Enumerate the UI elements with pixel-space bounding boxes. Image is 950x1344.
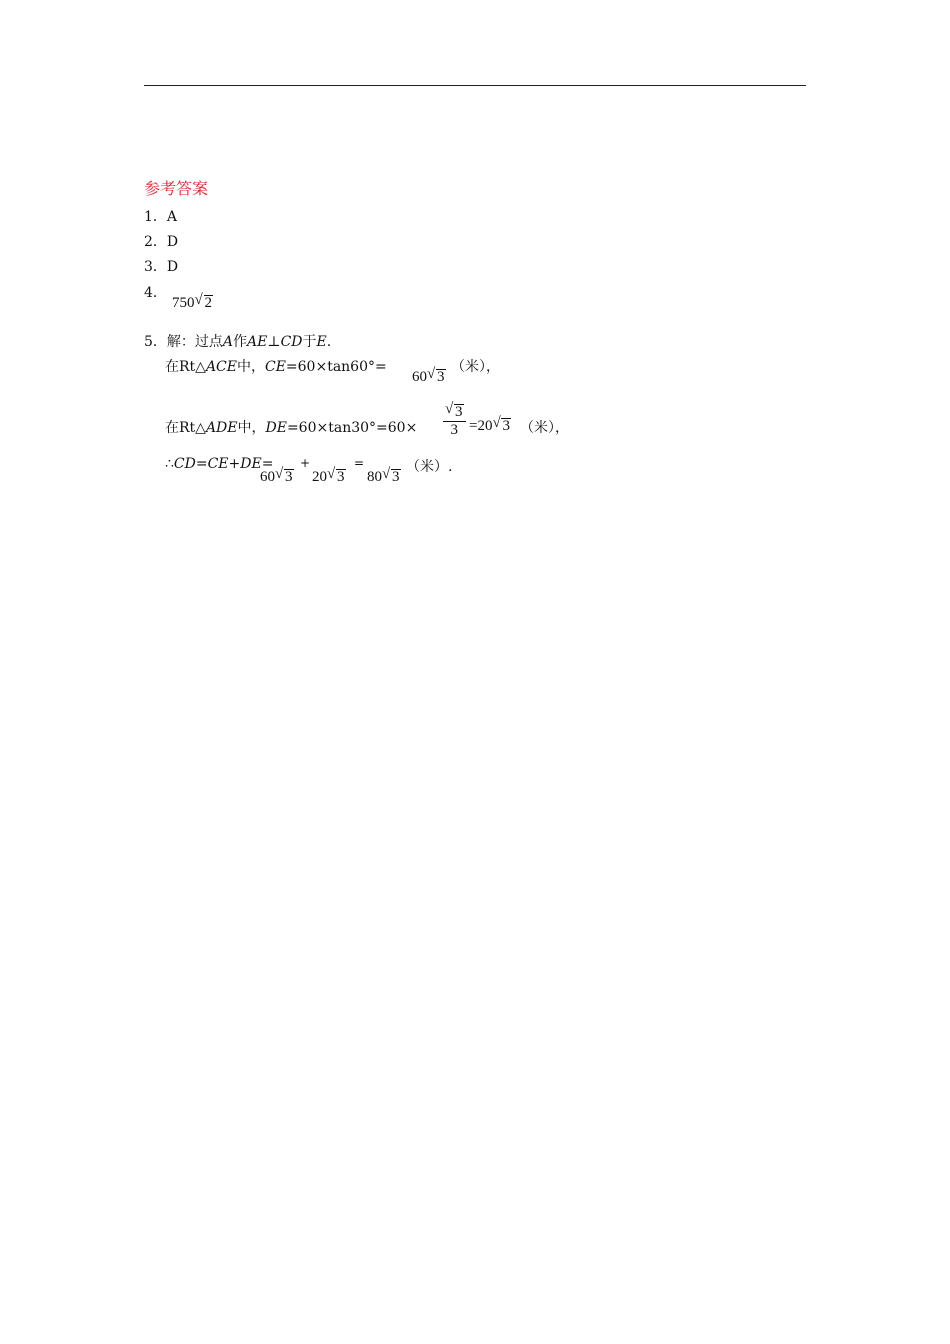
solution-line-3-unit: （米）， xyxy=(520,420,569,436)
solution-line-3: 在Rt△ADE中，DE=60×tan30°=60× xyxy=(165,420,418,436)
fraction-sqrt3-over-3: √ 3 3 xyxy=(443,404,466,439)
solution-line-4-unit: （米）. xyxy=(406,459,453,475)
answer-4-value: 750 √ 2 xyxy=(172,292,212,311)
answer-1: 1．A xyxy=(144,209,178,225)
solution-line-4-term-2: 20 √ 3 xyxy=(312,466,345,485)
sqrt-expression: √ 3 xyxy=(327,466,345,485)
solution-line-2: 在Rt△ACE中，CE=60×tan60°= xyxy=(165,359,387,375)
answer-4-label: 4． xyxy=(144,285,167,301)
solution-line-3-value: =20 √ 3 xyxy=(469,415,510,434)
answer-2: 2．D xyxy=(144,234,179,250)
sqrt-expression: √ 3 xyxy=(275,466,293,485)
solution-line-1: 5．解：过点A作AE⊥CD于E. xyxy=(144,334,332,350)
sqrt-expression: √ 3 xyxy=(492,415,510,434)
sqrt-expression: √ 3 xyxy=(445,401,463,420)
sqrt-expression: √ 3 xyxy=(382,466,400,485)
sqrt-expression: √ 2 xyxy=(194,292,212,311)
sqrt-expression: √ 3 xyxy=(427,366,445,385)
header-rule xyxy=(144,85,806,86)
solution-line-4-term-1: 60 √ 3 xyxy=(260,466,293,485)
plus-sign: + xyxy=(300,456,311,470)
solution-line-4-term-3: 80 √ 3 xyxy=(367,466,400,485)
equals-sign: = xyxy=(354,456,365,470)
solution-line-4: ∴CD=CE+DE= xyxy=(165,456,274,472)
solution-line-2-value: 60 √ 3 xyxy=(412,366,445,385)
solution-line-2-unit: （米）， xyxy=(451,359,500,375)
answer-title: 参考答案 xyxy=(144,179,209,198)
answer-3: 3．D xyxy=(144,259,179,275)
